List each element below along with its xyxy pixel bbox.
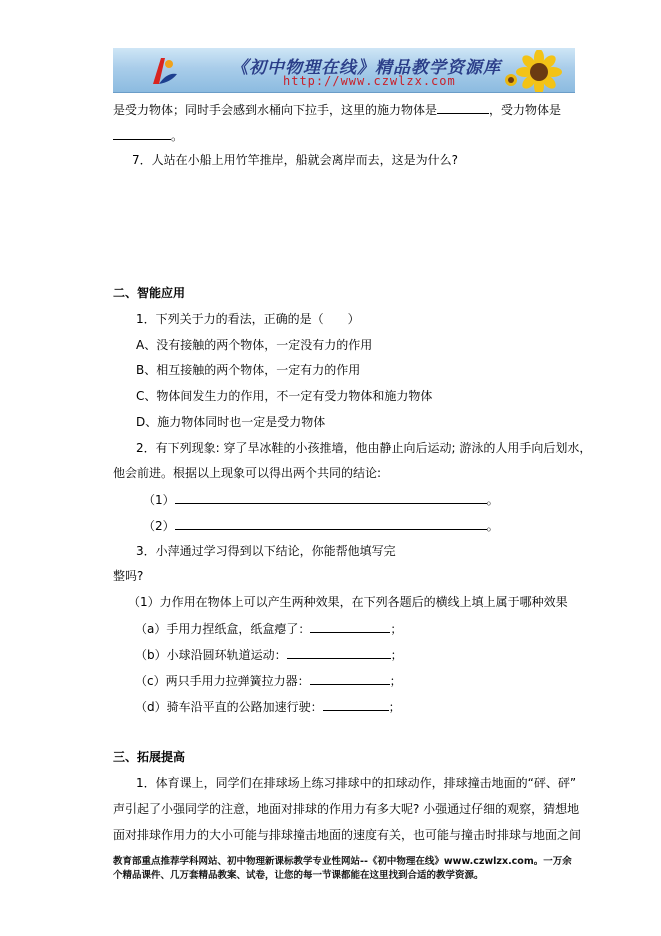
sub-item (135, 698, 401, 715)
punctuation: ； (388, 700, 401, 714)
header-banner (113, 48, 575, 93)
blank-label: （2） (143, 519, 175, 533)
footer-line: 教育部重点推荐学科网站、初中物理新课标教学专业性网站--《初中物理在线》www.czwlzx.com。一万余 (113, 856, 572, 867)
answer-line (143, 491, 499, 508)
question-text: 他会前进。根据以上现象可以得出两个共同的结论: (113, 466, 382, 480)
question-7: 7．人站在小船上用竹竿推岸，船就会离岸而去，这是为什么? (132, 153, 459, 167)
punctuation: 。 (486, 519, 499, 533)
answer-blank[interactable] (310, 672, 390, 685)
option-a[interactable]: A、没有接触的两个物体，一定没有力的作用 (136, 338, 373, 352)
sub-item (135, 646, 403, 663)
option-b[interactable]: B、相互接触的两个物体，一定有力的作用 (136, 363, 361, 377)
intro-text: 是受力物体；同时手会感到水桶向下拉手，这里的施力物体是 (113, 103, 438, 117)
punctuation: 。 (486, 493, 499, 507)
answer-blank[interactable] (287, 646, 391, 659)
banner-title: 《初中物理在线》精品教学资源库 (231, 58, 501, 78)
punctuation: ； (390, 622, 403, 636)
blank-label: （1） (143, 493, 175, 507)
answer-line (143, 517, 499, 534)
paragraph-line: 面对排球作用力的大小可能与排球撞击地面的速度有关，也可能与撞击时排球与地面之间 (113, 828, 582, 842)
sub-item-label: （d）骑车沿平直的公路加速行驶： (135, 700, 323, 714)
question-stem: 3．小萍通过学习得到以下结论，你能帮他填写完 (136, 544, 396, 558)
banner-url[interactable]: http://www.czwlzx.com (283, 74, 456, 88)
sub-item-label: （a）手用力捏纸盒，纸盒瘪了： (135, 622, 311, 636)
answer-blank[interactable] (113, 127, 171, 140)
answer-blank[interactable] (437, 101, 489, 114)
answer-blank[interactable] (175, 517, 487, 530)
punctuation: 。 (171, 129, 184, 143)
option-c[interactable]: C、物体间发生力的作用，不一定有受力物体和施力物体 (136, 389, 433, 403)
punctuation: ； (390, 648, 403, 662)
sub-item-label: （c）两只手用力拉弹簧拉力器： (135, 674, 310, 688)
answer-blank[interactable] (323, 698, 389, 711)
footer-line: 个精品课件、几万套精品教案、试卷，让您的每一节课都能在这里找到合适的教学资源。 (113, 870, 484, 881)
text-line (113, 127, 183, 144)
punctuation: ； (389, 674, 402, 688)
sub-item (135, 672, 402, 689)
section-heading: 二、智能应用 (113, 286, 186, 300)
answer-blank[interactable] (310, 620, 390, 633)
section-heading: 三、拓展提高 (113, 750, 186, 764)
sub-item (135, 620, 402, 637)
text-line (113, 101, 561, 118)
question-text: 整吗? (113, 569, 144, 583)
answer-blank[interactable] (175, 491, 487, 504)
option-d[interactable]: D、施力物体同时也一定是受力物体 (136, 415, 326, 429)
question-stem: 2．有下列现象: 穿了旱冰鞋的小孩推墙，他由静止向后运动; 游泳的人用手向后划水， (136, 441, 592, 455)
site-logo-icon (149, 54, 179, 86)
question-stem: 1．下列关于力的看法，正确的是（ ） (136, 312, 360, 326)
paragraph-line: 声引起了小强同学的注意，地面对排球的作用力有多大呢? 小强通过仔细的观察，猜想地 (113, 802, 580, 816)
paragraph-line: 1．体育课上，同学们在排球场上练习排球中的扣球动作，排球撞击地面的“砰、砰” (136, 776, 577, 790)
intro-text: ，受力物体是 (489, 103, 562, 117)
sub-item-label: （b）小球沿圆环轨道运动： (135, 648, 287, 662)
sub-question: （1）力作用在物体上可以产生两种效果，在下列各题后的横线上填上属于哪种效果 (128, 595, 568, 609)
sunflower-icon (499, 50, 567, 92)
